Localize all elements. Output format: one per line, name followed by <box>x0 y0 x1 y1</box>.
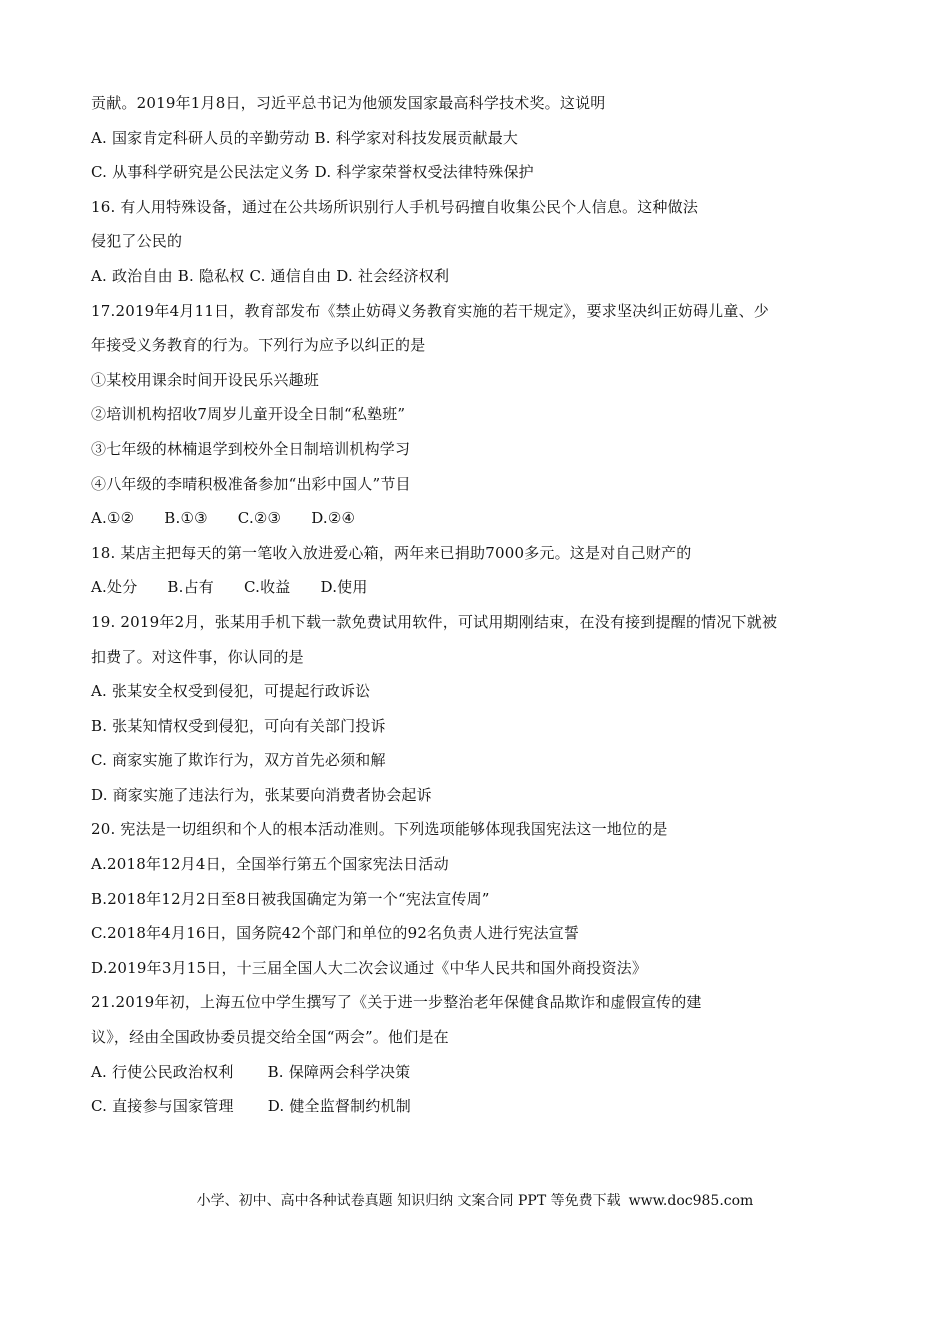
question-20-stem: 20. 宪法是一切组织和个人的根本活动准则。下列选项能够体现我国宪法这一地位的是 <box>91 820 668 839</box>
option-c: C. 直接参与国家管理 <box>91 1097 234 1116</box>
footer-text: 小学、初中、高中各种试卷真题 知识归纳 文案合同 PPT 等免费下载 <box>196 1193 621 1209</box>
option-d: D.2019年3月15日，十三届全国人大二次会议通过《中华人民共和国外商投资法》 <box>91 958 648 977</box>
question-text: 贡献。2019年1月8日，习近平总书记为他颁发国家最高科学技术奖。这说明 <box>91 94 606 112</box>
option-b: B.①③ <box>164 509 208 528</box>
question-21-options-row1 <box>91 1055 871 1090</box>
option-a: A.2018年12月4日，全国举行第五个国家宪法日活动 <box>91 855 449 874</box>
statement-2: ②培训机构招收7周岁儿童开设全日制“私塾班” <box>91 405 406 424</box>
question-16-options: A. 政治自由 B. 隐私权 C. 通信自由 D. 社会经济权利 <box>91 266 450 285</box>
question-18-stem: 18. 某店主把每天的第一笔收入放进爱心箱，两年来已捐助7000多元。这是对自己财产的 <box>91 543 692 562</box>
option-c: C.收益 <box>244 578 291 597</box>
option-line: A. 国家肯定科研人员的辛勤劳动 B. 科学家对科技发展贡献最大 <box>91 128 519 147</box>
statement-3: ③七年级的林楠退学到校外全日制培训机构学习 <box>91 439 411 458</box>
option-a: A. 行使公民政治权利 <box>91 1062 234 1081</box>
question-21-stem-cont: 议》，经由全国政协委员提交给全国“两会”。他们是在 <box>91 1028 449 1047</box>
option-b: B.占有 <box>167 578 214 597</box>
option-d: D.使用 <box>320 578 368 597</box>
option-a: A.处分 <box>91 578 138 597</box>
exam-content <box>91 86 871 1124</box>
question-16-stem-cont: 侵犯了公民的 <box>91 232 183 251</box>
page-footer <box>0 1191 950 1211</box>
statement-1: ①某校用课余时间开设民乐兴趣班 <box>91 370 320 389</box>
option-d: D.②④ <box>311 509 356 528</box>
option-b: B. 张某知情权受到侵犯，可向有关部门投诉 <box>91 716 386 735</box>
option-c: C. 商家实施了欺诈行为，双方首先必须和解 <box>91 751 386 770</box>
question-19-stem-cont: 扣费了。对这件事，你认同的是 <box>91 647 304 666</box>
option-b: B. 保障两会科学决策 <box>267 1062 411 1081</box>
option-c: C.2018年4月16日，国务院42个部门和单位的92名负责人进行宪法宣誓 <box>91 924 580 943</box>
question-21-stem: 21.2019年初，上海五位中学生撰写了《关于进一步整治老年保健食品欺诈和虚假宣传的建 <box>91 993 702 1012</box>
question-21-options-row2 <box>91 1089 871 1124</box>
option-d: D. 商家实施了违法行为，张某要向消费者协会起诉 <box>91 785 432 804</box>
footer-site-link[interactable]: www.doc985.com <box>628 1193 754 1209</box>
option-a: A. 张某安全权受到侵犯，可提起行政诉讼 <box>91 682 371 701</box>
question-16-stem: 16. 有人用特殊设备，通过在公共场所识别行人手机号码擅自收集公民个人信息。这种做法 <box>91 197 699 216</box>
option-a: A.①② <box>91 509 135 528</box>
question-17-options <box>91 501 871 536</box>
question-19-stem: 19. 2019年2月，张某用手机下载一款免费试用软件，可试用期刚结束，在没有接到提醒的情况下就被 <box>91 612 778 631</box>
question-17-stem-cont: 年接受义务教育的行为。下列行为应予以纠正的是 <box>91 336 426 355</box>
option-c: C.②③ <box>237 509 282 528</box>
option-d: D. 健全监督制约机制 <box>267 1097 411 1116</box>
question-17-stem: 17.2019年4月11日，教育部发布《禁止妨碍义务教育实施的若干规定》，要求坚决纠正妨碍儿童、少 <box>91 301 769 320</box>
option-line: C. 从事科学研究是公民法定义务 D. 科学家荣誉权受法律特殊保护 <box>91 163 534 182</box>
question-18-options <box>91 570 871 605</box>
statement-4: ④八年级的李晴积极准备参加“出彩中国人”节目 <box>91 474 411 493</box>
option-b: B.2018年12月2日至8日被我国确定为第一个“宪法宣传周” <box>91 889 490 908</box>
